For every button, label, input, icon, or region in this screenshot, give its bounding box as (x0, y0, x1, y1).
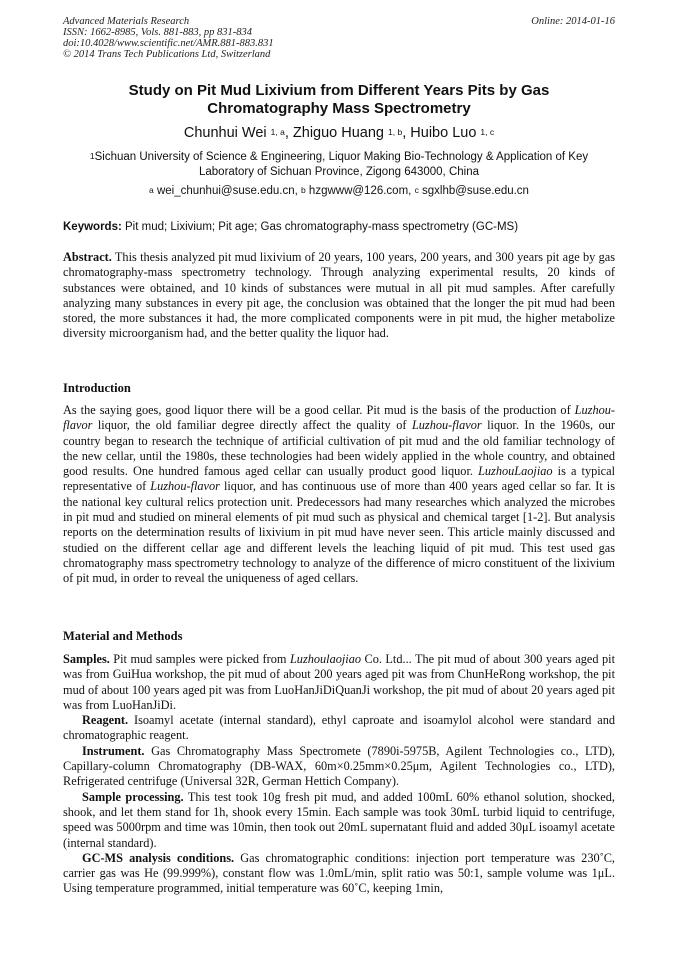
author-affil-mark: 1, a (270, 127, 285, 137)
email-mark: b (300, 185, 306, 195)
copyright-line: © 2014 Trans Tech Publications Ltd, Switzerland (63, 49, 271, 60)
samples-italic: Luzhoulaojiao (289, 652, 362, 666)
issn-line: ISSN: 1662-8985, Vols. 881-883, pp 831-834 (63, 27, 252, 38)
email-address: sgxlhb@suse.edu.cn (422, 185, 529, 197)
gcms-text: Gas chromatographic conditions: injection port temperature was 230˚C, carrier gas was He (99.999%), constant flow was 1.0mL/min, split ratio was 50:1, sample volume was 1μL. Using temperature programmed, initial temperature was 60˚C, keeping 1min, (63, 850, 615, 896)
samples-text: Co. Ltd... The pit mud of about 300 years aged pit was from GuiHua workshop, the pit mud of about 200 years aged pit was from ChunHeRong workshop, the pit mud of about 100 years aged pit was from LuoHanJiDiQuanJi workshop, the pit mud of about 20 years aged pit was from LuoHanJiDi. (63, 652, 615, 712)
keywords-text: Pit mud; Lixivium; Pit age; Gas chromatography-mass spectrometry (GC-MS) (125, 221, 519, 233)
abstract-label: Abstract. (63, 250, 112, 264)
intro-text: liquor. In the 1960s, our country began to research the technique of artificial cultivation of pit mud and the old familiar technology of the new cellar, until the 1980s, these technologies had been widely applied in the whole country, and obtained good results. One hundred famous aged cellar can usually product good liquor. (63, 418, 615, 479)
methods-body (63, 652, 615, 897)
intro-text: As the saying goes, good liquor there will be a good cellar. Pit mud is the basis of the production of (63, 403, 575, 417)
instrument-paragraph (63, 744, 615, 790)
email-address: wei_chunhui@suse.edu.cn (156, 185, 295, 197)
methods-heading: Material and Methods (63, 629, 183, 643)
author-name: Huibo Luo (410, 125, 477, 141)
samples-label: Samples. (63, 652, 110, 666)
author-affil-mark: 1, c (480, 127, 495, 137)
title-line-1: Study on Pit Mud Lixivium from Different Years Pits by Gas (128, 82, 550, 99)
processing-label: Sample processing. (82, 789, 184, 804)
intro-text: is a typical representative of (63, 464, 615, 494)
author-emails: $^a$ wei_chunhui@suse.edu.cn, $^b$ hzgwww@126.com, $^c$ sgxlhb@suse.edu.cn (149, 185, 529, 197)
affiliation-mark: 1 (89, 151, 95, 161)
intro-italic: Luzhou-flavor (411, 418, 482, 433)
doi-line: doi:10.4028/www.scientific.net/AMR.881-883.831 (63, 38, 274, 49)
samples-paragraph (63, 652, 615, 713)
introduction-body (63, 403, 615, 587)
reagent-paragraph (63, 713, 615, 744)
reagent-text: Isoamyl acetate (internal standard), ethyl caproate and isoamylol alcohol were standard and chromatographic reagent. (63, 713, 615, 743)
intro-italic: Luzhou-flavor (63, 403, 615, 433)
journal-header (63, 16, 615, 60)
author-list: Chunhui Wei $^{1, a}$, Zhiguo Huang $^{1, b}$, Huibo Luo $^{1, c}$ (183, 125, 495, 141)
affiliation (63, 150, 615, 179)
abstract (63, 250, 615, 342)
instrument-label: Instrument. (82, 743, 145, 758)
intro-italic: LuzhouLaojiao (478, 464, 553, 479)
email-mark: a (149, 185, 154, 195)
instrument-text: Gas Chromatography Mass Spectromete (7890i-5975B, Agilent Technologies co., LTD), Capillary-column Chromatography (DB-WAX, 60m×0.25mm×0.25μm, Agilent Technologies co., LTD), Refrigerated centrifuge (Universal 32R, German Hettich Company). (63, 743, 615, 789)
journal-name: Advanced Materials Research (63, 16, 190, 27)
intro-italic: Luzhou-flavor (150, 479, 220, 494)
author-name: Chunhui Wei (183, 125, 267, 141)
paper-title (63, 82, 615, 118)
intro-text: liquor, the old familiar degree directly affect the quality of (92, 418, 412, 433)
introduction-heading: Introduction (63, 381, 131, 395)
keywords (63, 220, 615, 234)
author-name: Zhiguo Huang (292, 125, 384, 141)
title-line-2: Chromatography Mass Spectrometry (207, 100, 471, 117)
reagent-label: Reagent. (82, 713, 129, 728)
author-affil-mark: 1, b (388, 127, 403, 137)
samples-text: Pit mud samples were picked from (109, 652, 290, 666)
abstract-text: This thesis analyzed pit mud lixivium of 20 years, 100 years, 200 years, and 300 years pit age by gas chromatography-mass spectrometry technology. Through analyzing experimental results, 20 kinds of substances were obtained, and 10 kinds of substances were mutual in all pit mud samples. After carefully analyzing many substances in every pit age, the conclusion was obtained that the longer the pit mud had been stored, the more substances it had, the more complicated components were in pit mud, the higher metabolize diversity microorganism had, and the better quality the liquor had. (63, 250, 615, 341)
email-mark: c (414, 185, 419, 195)
gcms-paragraph (63, 851, 615, 897)
affiliation-line-1: Sichuan University of Science & Engineering, Liquor Making Bio-Technology & Application of Key (94, 151, 589, 163)
intro-text: liquor, and has continuous use of more than 400 years aged cellar so far. It is the national key cultural relics protection unit. Predecessors had many researches which analyzed the microbes in pit mud and studied on mineral elements of pit mud such as physical and chemical target [1-2]. But analysis reports on the determination results of lixivium in pit mud have never seen. This article mainly discussed and studied on the different cellar age and different levels the leaching liquid of pit mud. This test used gas chromatography mass spectrometry technology to analyze of the difference of micro constituent of the lixivium of pit mud, in order to reveal the uniqueness of aged cellars. (63, 479, 615, 586)
gcms-label: GC-MS analysis conditions. (82, 850, 235, 865)
processing-text: This test took 10g fresh pit mud, and added 100mL 60% ethanol solution, shocked, shook, and let them stand for 1h, shook every 15min. Each sample was took 30mL turbid liquid to centrifuge, speed was 5000rpm and time was 10min, then took out 20mL supernatant fluid and added 30μL isoamyl acetate (internal standard). (63, 789, 615, 850)
online-date: Online: 2014-01-16 (531, 16, 615, 27)
affiliation-line-2: Laboratory of Sichuan Province, Zigong 643000, China (198, 165, 479, 178)
processing-paragraph (63, 790, 615, 851)
email-address: hzgwww@126.com (308, 185, 409, 197)
keywords-label: Keywords: (63, 221, 122, 233)
